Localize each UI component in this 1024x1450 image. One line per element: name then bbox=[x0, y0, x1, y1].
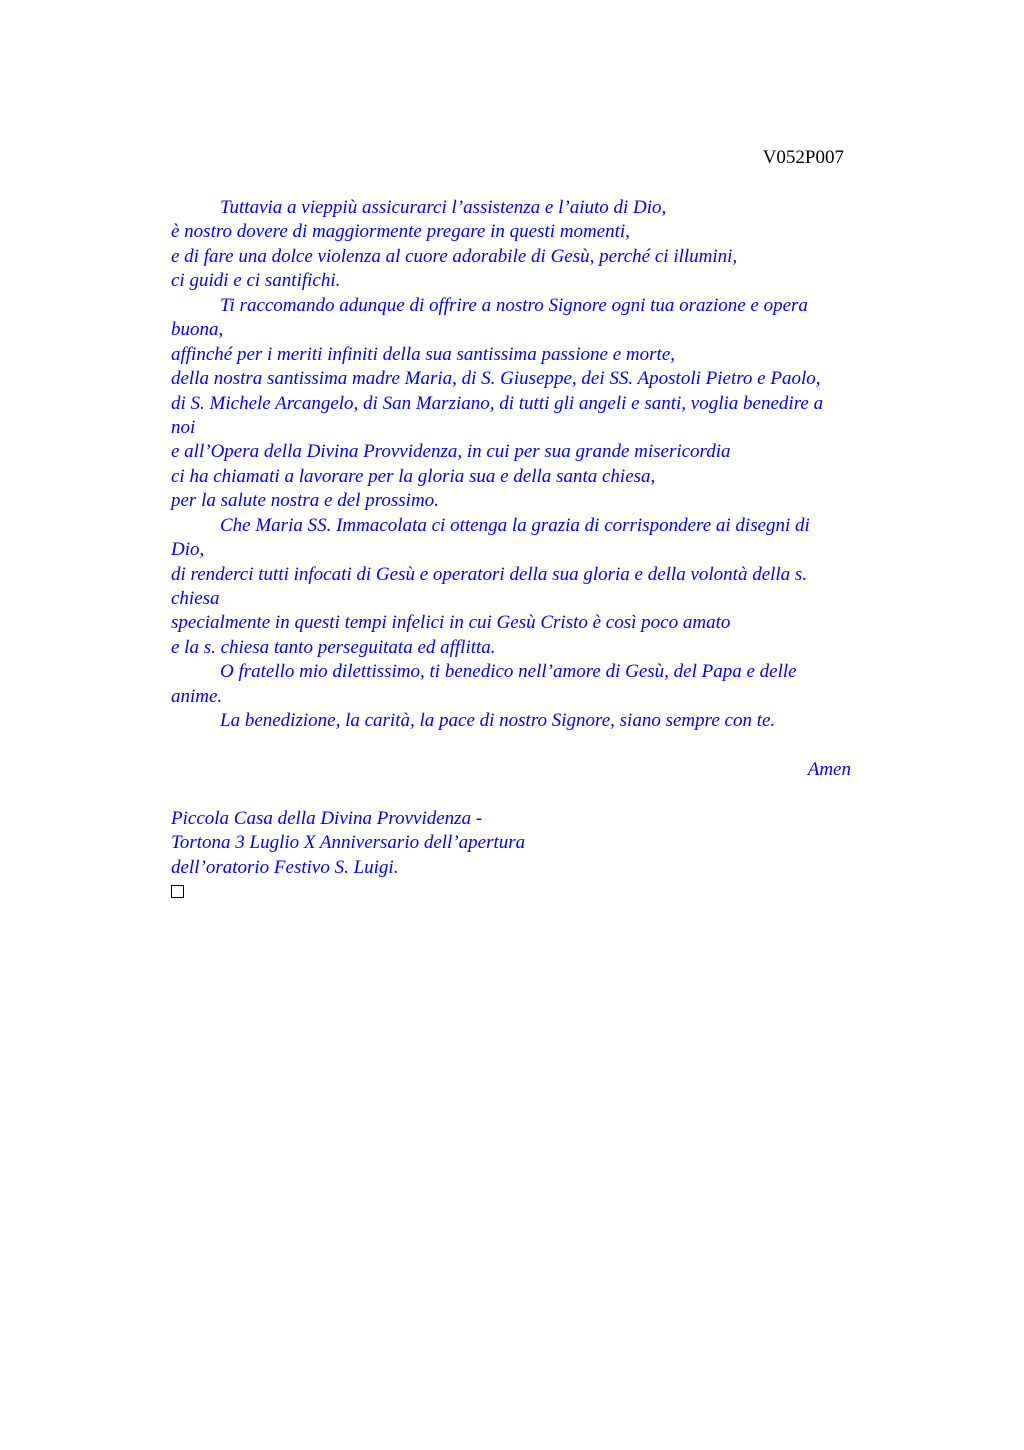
text-line: di S. Michele Arcangelo, di San Marziano, di tutti gli angeli e santi, voglia benedire a bbox=[171, 392, 824, 414]
text-line: La benedizione, la carità, la pace di nostro Signore, siano sempre con te. bbox=[220, 710, 776, 732]
text-line: e la s. chiesa tanto perseguitata ed afflitta. bbox=[171, 636, 496, 658]
text-line: Tuttavia a vieppiù assicurarci l’assistenza e l’aiuto di Dio, bbox=[220, 197, 667, 218]
text-line: specialmente in questi tempi infelici in cui Gesù Cristo è così poco amato bbox=[171, 612, 731, 634]
footer-line: Piccola Casa della Divina Provvidenza - bbox=[171, 807, 483, 829]
closing-amen: Amen bbox=[807, 759, 851, 781]
text-line: della nostra santissima madre Maria, di S. Giuseppe, dei SS. Apostoli Pietro e Paolo, bbox=[171, 368, 821, 390]
text-line: Ti raccomando adunque di offrire a nostro Signore ogni tua orazione e opera bbox=[220, 294, 808, 316]
text-line: affinché per i meriti infiniti della sua santissima passione e morte, bbox=[171, 343, 676, 365]
spacer bbox=[171, 783, 891, 807]
footer-line: dell’oratorio Festivo S. Luigi. bbox=[171, 856, 399, 878]
text-line: ci guidi e ci santifichi. bbox=[171, 270, 341, 292]
text-line: e all’Opera della Divina Provvidenza, in cui per sua grande misericordia bbox=[171, 441, 731, 463]
text-line: O fratello mio dilettissimo, ti benedico nell’amore di Gesù, del Papa e delle bbox=[220, 661, 797, 683]
text-line: e di fare una dolce violenza al cuore adorabile di Gesù, perché ci illumini, bbox=[171, 245, 738, 267]
text-line: di renderci tutti infocati di Gesù e operatori della sua gloria e della volontà della s. bbox=[171, 563, 808, 585]
text-line: ci ha chiamati a lavorare per la gloria sua e della santa chiesa, bbox=[171, 465, 656, 487]
text-line: buona, bbox=[171, 319, 224, 341]
spacer bbox=[171, 734, 891, 758]
text-line: noi bbox=[171, 416, 196, 438]
document-id: V052P007 bbox=[762, 147, 844, 168]
letter-body bbox=[171, 196, 891, 898]
text-line: chiesa bbox=[171, 588, 220, 609]
text-line: Dio, bbox=[171, 539, 205, 561]
text-line: per la salute nostra e del prossimo. bbox=[171, 490, 439, 512]
text-line: Che Maria SS. Immacolata ci ottenga la grazia di corrispondere ai disegni di bbox=[220, 514, 810, 536]
checkbox-glyph-icon bbox=[171, 885, 184, 898]
footer-line: Tortona 3 Luglio X Anniversario dell’apertura bbox=[171, 832, 526, 854]
text-line: anime. bbox=[171, 685, 223, 707]
text-line: è nostro dovere di maggiormente pregare in questi momenti, bbox=[171, 221, 630, 243]
